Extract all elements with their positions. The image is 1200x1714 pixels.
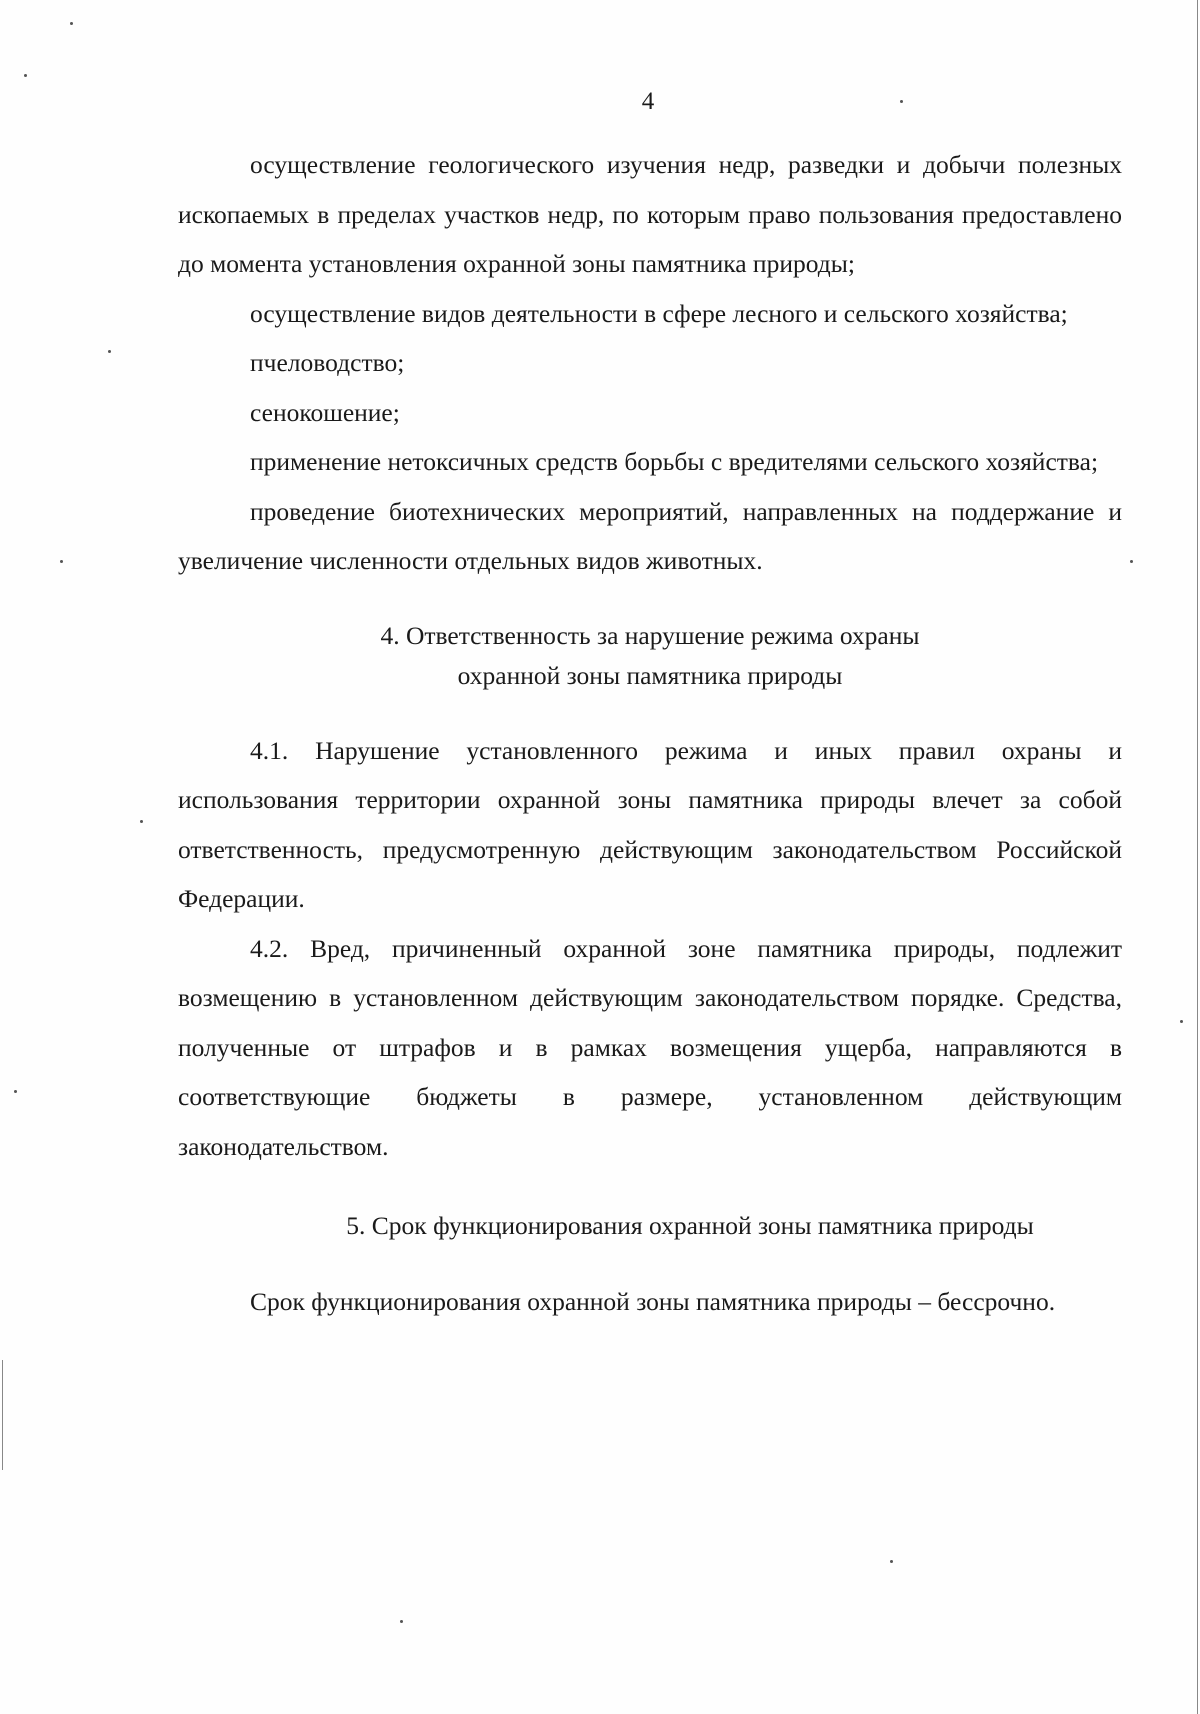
section-4-paragraph-1: 4.1. Нарушение установленного режима и иных правил охраны и использования территории охранной зоны памятника природы влечет за собой ответственность, предусмотренную действующим законодательством Российской Федерации.	[178, 735, 1122, 913]
scan-speck	[70, 22, 73, 25]
scan-speck	[60, 560, 63, 563]
scan-speck	[14, 1090, 17, 1093]
section-5-paragraph-1: Срок функционирования охранной зоны памятника природы – бессрочно.	[250, 1286, 1056, 1316]
section-5-heading: 5. Срок функционирования охранной зоны памятника природы	[346, 1211, 1034, 1240]
scan-speck	[1180, 1020, 1183, 1023]
scan-speck	[890, 1560, 893, 1563]
section-4-heading	[178, 616, 1122, 696]
list-item: пчеловодство;	[250, 348, 405, 377]
document-body	[178, 140, 1122, 1326]
list-item: осуществление геологического изучения недр, разведки и добычи полезных ископаемых в пределах участков недр, по которым право пользования предоставлено до момента установления охранной зоны памятника природы;	[178, 150, 1122, 278]
scan-speck	[24, 74, 27, 77]
scan-speck	[900, 100, 903, 103]
section-4-heading-line1: 4. Ответственность за нарушение режима охраны	[380, 620, 920, 650]
list-item: осуществление видов деятельности в сфере лесного и сельского хозяйства;	[250, 298, 1068, 328]
scan-edge-line	[1197, 0, 1198, 1714]
section-4-paragraph-2: 4.2. Вред, причиненный охранной зоне памятника природы, подлежит возмещению в установленном действующим законодательством порядке. Средства, полученные от штрафов и в рамках возмещения ущерба, направляются в соответствующие бюджеты в размере, установленном действующим законодательством.	[178, 933, 1122, 1161]
scan-speck	[140, 820, 143, 823]
scan-speck	[1130, 560, 1133, 563]
scan-speck	[400, 1620, 403, 1623]
list-item: проведение биотехнических мероприятий, направленных на поддержание и увеличение численности отдельных видов животных.	[178, 496, 1122, 575]
page-number: 4	[641, 88, 655, 115]
scan-edge-line	[2, 1360, 3, 1470]
list-item: применение нетоксичных средств борьбы с вредителями сельского хозяйства;	[250, 447, 1099, 476]
list-item: сенокошение;	[250, 397, 400, 427]
scan-speck	[108, 350, 111, 353]
section-4-heading-line2: охранной зоны памятника природы	[457, 660, 843, 690]
